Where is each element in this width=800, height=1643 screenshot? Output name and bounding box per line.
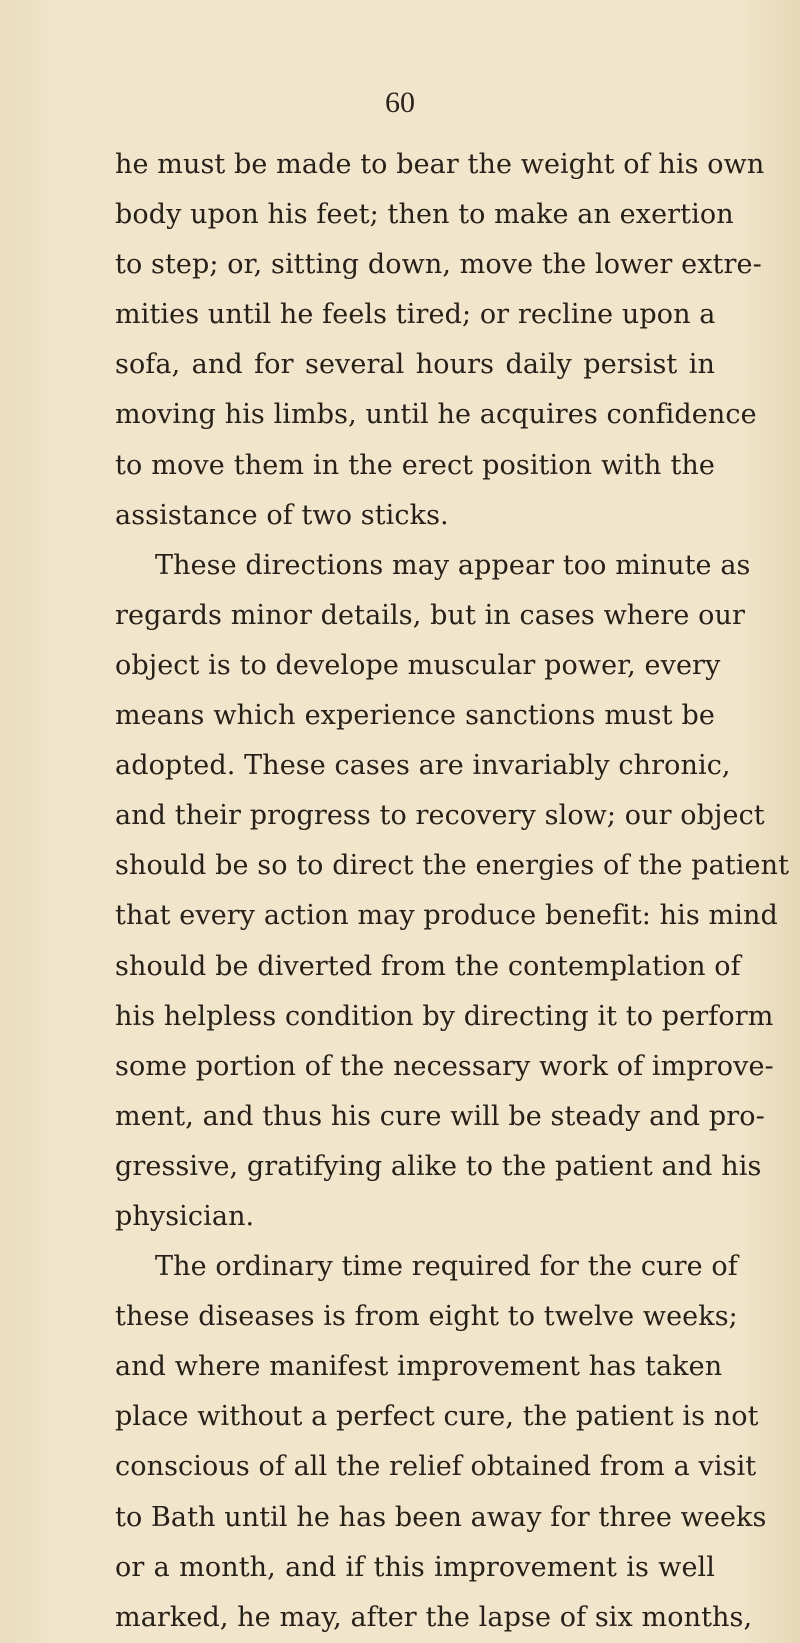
paragraph-start-line: The ordinary time required for the cure of <box>155 1251 738 1283</box>
text-line: regards minor details, but in cases where our <box>115 599 745 631</box>
text-line: should be diverted from the contemplation of <box>115 950 741 982</box>
paragraph-end-line: assistance of two sticks. <box>115 499 449 531</box>
text-line: ment, and thus his cure will be steady and pro- <box>115 1100 765 1132</box>
text-line: and where manifest improvement has taken <box>115 1351 723 1383</box>
text-line: place without a perfect cure, the patient is not <box>115 1401 759 1433</box>
text-line: that every action may produce benefit: his mind <box>115 900 778 932</box>
paragraph-start-line: These directions may appear too minute as <box>155 549 751 581</box>
text-line: he must be made to bear the weight of his own <box>115 149 765 180</box>
page-number: 60 <box>385 86 415 119</box>
text-line: marked, he may, after the lapse of six months, <box>115 1601 753 1633</box>
text-line: mities until he feels tired; or recline upon a <box>115 299 716 331</box>
text-line: to move them in the erect position with the <box>115 449 715 481</box>
text-line: conscious of all the relief obtained from a visit <box>115 1451 757 1483</box>
text-line: and their progress to recovery slow; our object <box>115 800 765 832</box>
paragraph-end-line: physician. <box>115 1200 255 1232</box>
text-line: or a month, and if this improvement is well <box>115 1551 715 1583</box>
text-line: body upon his feet; then to make an exertion <box>115 199 734 231</box>
text-line: object is to develope muscular power, every <box>115 649 721 681</box>
text-line: some portion of the necessary work of improve- <box>115 1050 774 1082</box>
body-text <box>115 140 790 1643</box>
text-line: to Bath until he has been away for three weeks <box>115 1501 767 1533</box>
text-line: his helpless condition by directing it to perform <box>115 1000 774 1032</box>
text-line: these diseases is from eight to twelve weeks; <box>115 1301 738 1333</box>
text-line: sofa, and for several hours daily persist in <box>115 349 715 381</box>
text-line: means which experience sanctions must be <box>115 700 715 732</box>
text-line: gressive, gratifying alike to the patient and his <box>115 1150 762 1182</box>
text-line: to step; or, sitting down, move the lower extre- <box>115 249 762 281</box>
text-line: should be so to direct the energies of the patient <box>115 850 790 882</box>
text-line: moving his limbs, until he acquires confidence <box>115 399 757 431</box>
text-line: adopted. These cases are invariably chronic, <box>115 750 731 782</box>
